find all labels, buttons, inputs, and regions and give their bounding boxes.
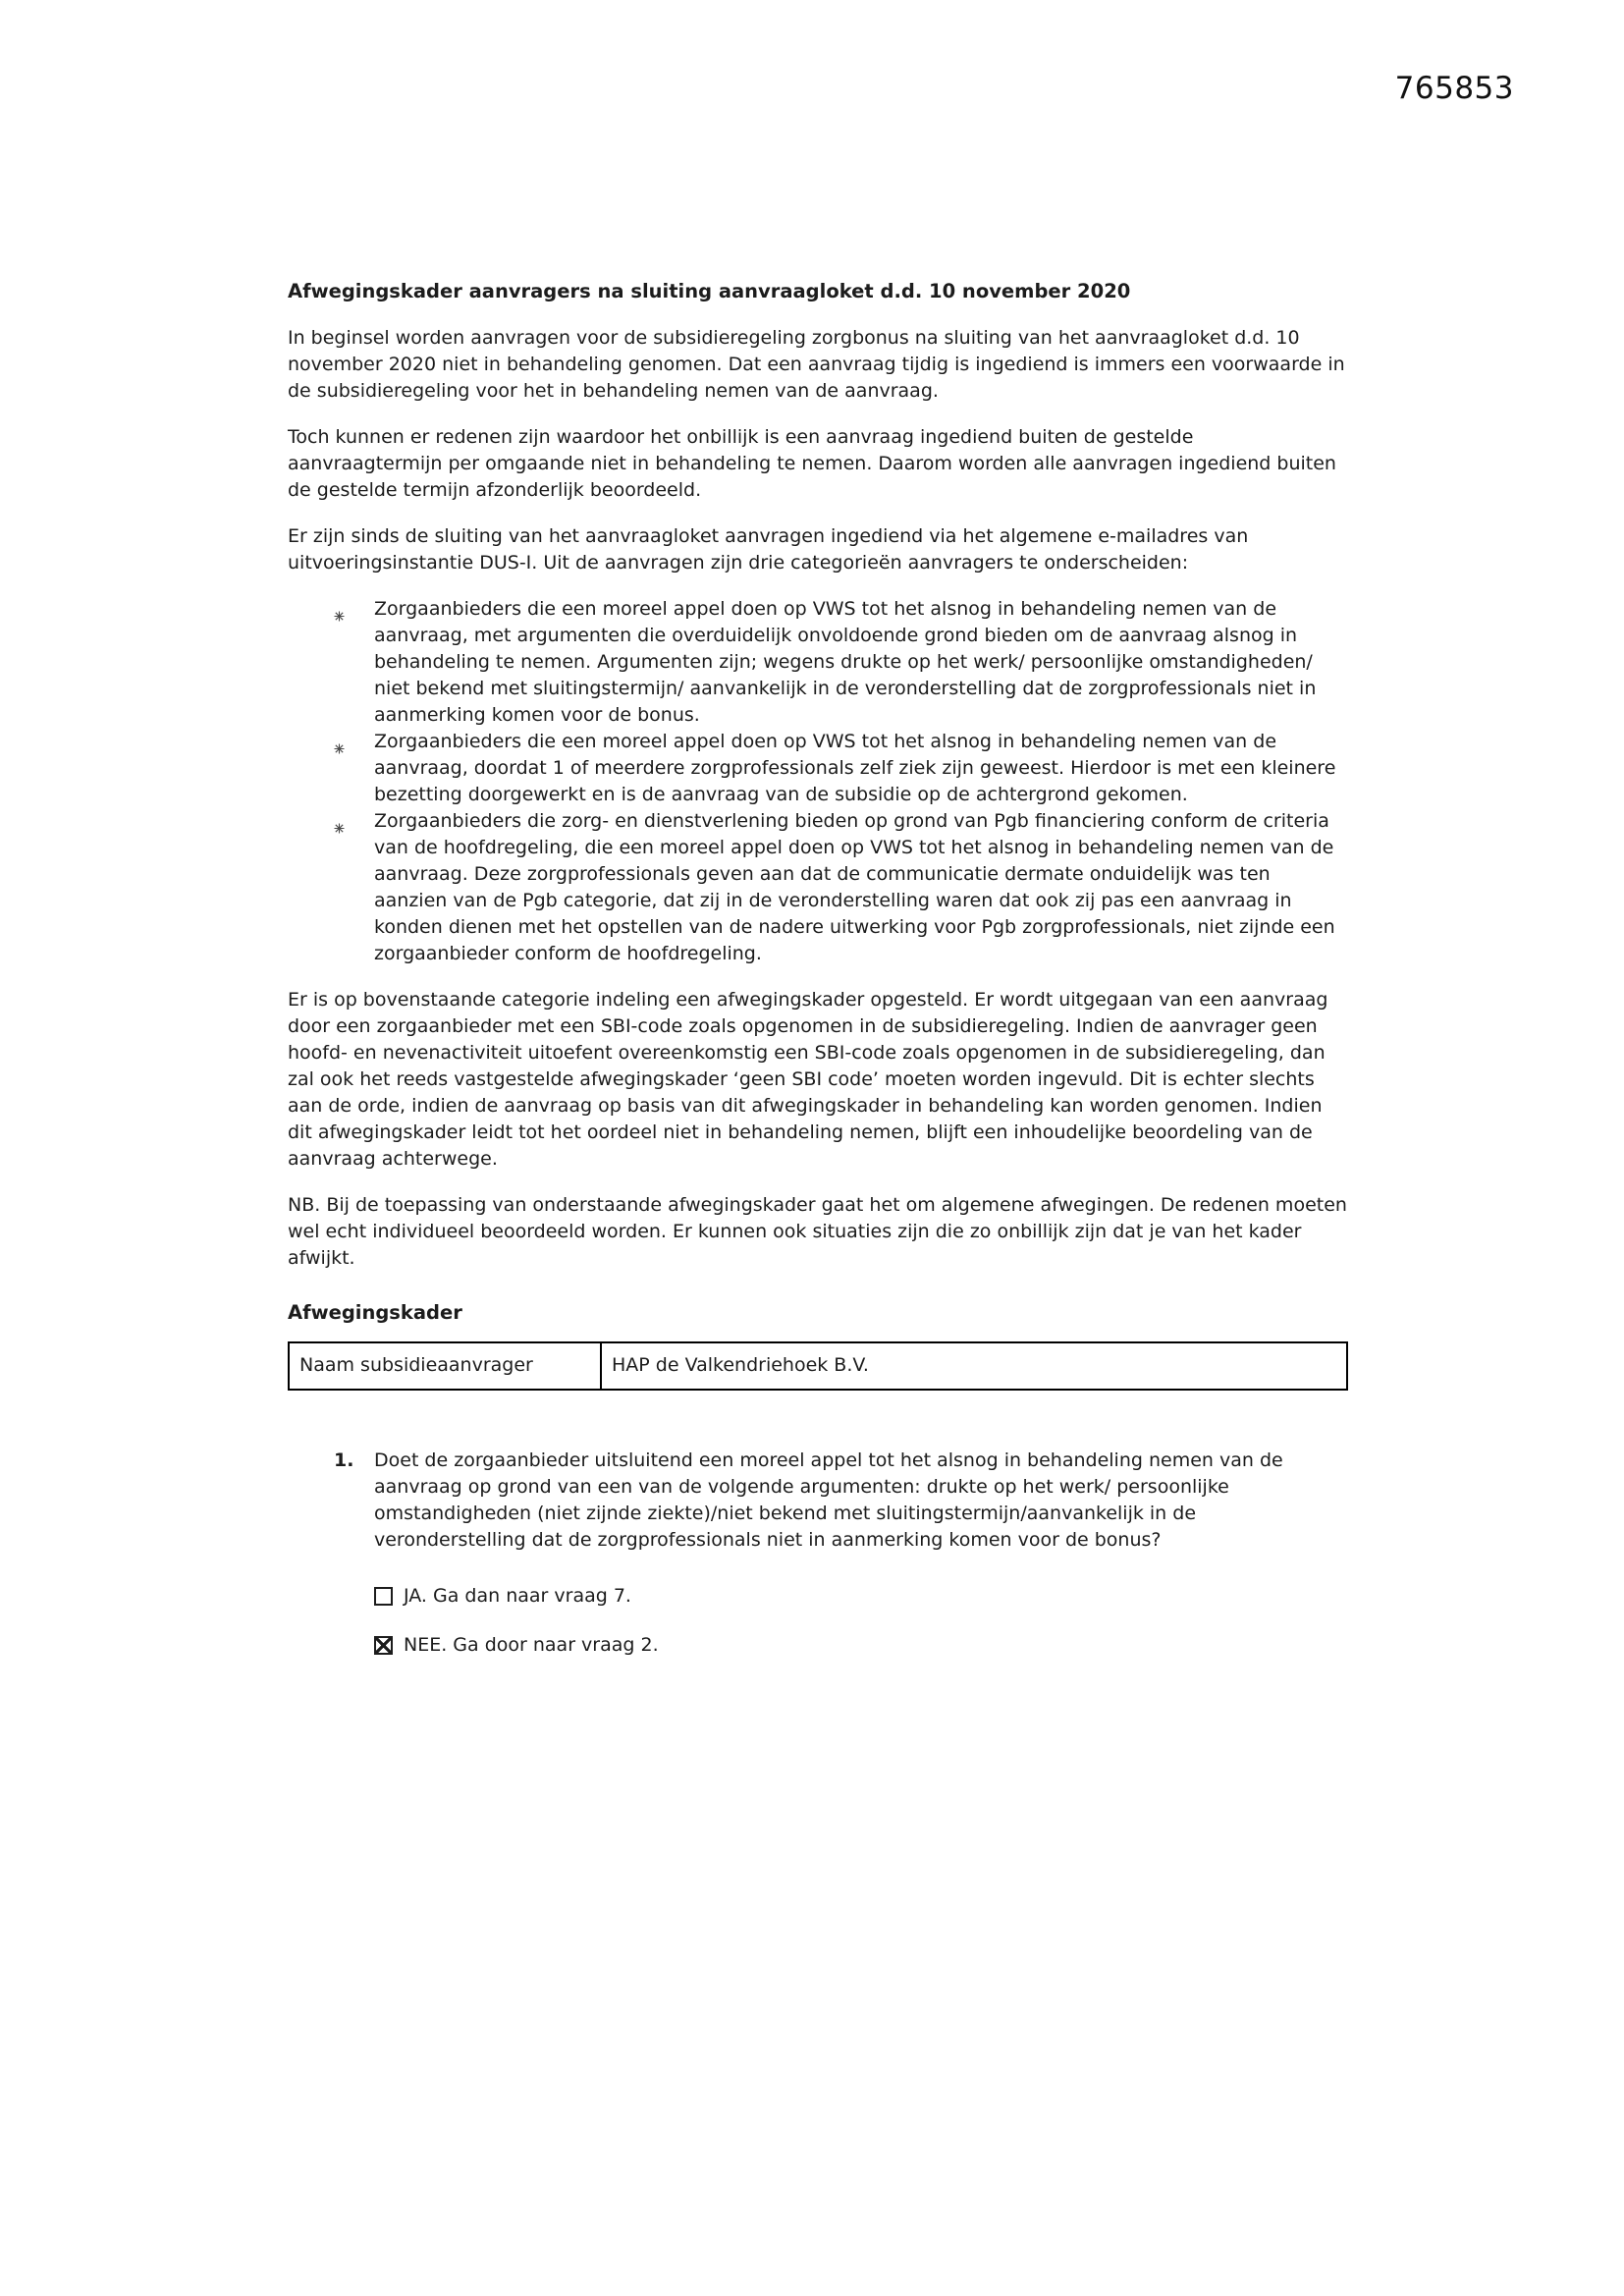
question-number: 1.: [334, 1449, 354, 1471]
paragraph-intro-1: In beginsel worden aanvragen voor de subsidieregeling zorgbonus na sluiting van het aanvraagloket d.d. 10 november 2020 niet in behandeling genomen. Dat een aanvraag tijdig is ingediend is immers een voorwaarde in de subsidieregeling voor het in behandeling nemen van de aanvraag.: [288, 327, 1345, 402]
option-ja-label: JA. Ga dan naar vraag 7.: [404, 1585, 631, 1607]
table-label-naam-subsidieaanvrager: Naam subsidieaanvrager: [289, 1342, 601, 1390]
list-item-text: Zorgaanbieders die een moreel appel doen op VWS tot het alsnog in behandeling nemen van de aanvraag, met argumenten die overduidelijk onvoldoende grond bieden om de aanvraag alsnog in behandeling te nemen. Argumenten zijn; wegens drukte op het werk/ persoonlijke omstandigheden/ niet bekend met sluitingstermijn/ aanvankelijk in de veronderstelling dat de zorgprofessionals niet in aanmerking komen voor de bonus.: [374, 598, 1317, 726]
option-ja: [288, 1583, 1348, 1610]
paragraph-nb: NB. Bij de toepassing van onderstaande afwegingskader gaat het om algemene afwegingen. De redenen moeten wel echt individueel beoordeeld worden. Er kunnen ook situaties zijn die zo onbillijk zijn dat je van het kader afwijkt.: [288, 1194, 1347, 1269]
document-title: Afwegingskader aanvragers na sluiting aanvraagloket d.d. 10 november 2020: [288, 280, 1131, 302]
table-value-applicant-name: HAP de Valkendriehoek B.V.: [601, 1342, 1347, 1390]
checkbox-ja[interactable]: [374, 1587, 393, 1606]
list-item: [334, 729, 1348, 808]
scan-reference-number: 765853: [1394, 71, 1514, 106]
asterisk-bullet-icon: [334, 729, 374, 762]
checkbox-nee[interactable]: [374, 1636, 393, 1655]
applicant-table: [288, 1341, 1348, 1391]
asterisk-bullet-icon: [334, 808, 374, 842]
option-nee: [288, 1632, 1348, 1659]
paragraph-intro-2: Toch kunnen er redenen zijn waardoor het onbillijk is een aanvraag ingediend buiten de gestelde aanvraagtermijn per omgaande niet in behandeling te nemen. Daarom worden alle aanvragen ingediend buiten de gestelde termijn afzonderlijk beoordeeld.: [288, 426, 1336, 501]
paragraph-intro-3: Er zijn sinds de sluiting van het aanvraagloket aanvragen ingediend via het algemene e-mailadres van uitvoeringsinstantie DUS-I. Uit de aanvragen zijn drie categorieën aanvragers te onderscheiden:: [288, 525, 1249, 574]
list-item: [334, 596, 1348, 729]
list-item: [334, 808, 1348, 967]
question-text: Doet de zorgaanbieder uitsluitend een moreel appel tot het alsnog in behandeling nemen van de aanvraag op grond van een van de volgende argumenten: drukte op het werk/ persoonlijke omstandigheden (niet zijnde ziekte)/niet bekend met sluitingstermijn/aanvankelijk in de veronderstelling dat de zorgprofessionals niet in aanmerking komen voor de bonus?: [374, 1449, 1283, 1551]
section-heading-afwegingskader: Afwegingskader: [288, 1301, 462, 1324]
document-content: [288, 278, 1348, 1681]
question-1: [288, 1448, 1348, 1554]
list-item-text: Zorgaanbieders die zorg- en dienstverlening bieden op grond van Pgb financiering conform de criteria van de hoofdregeling, die een moreel appel doen op VWS tot het alsnog in behandeling nemen van de aanvraag. Deze zorgprofessionals geven aan dat de communicatie dermate onduidelijk was ten aanzien van de Pgb categorie, dat zij in de veronderstelling waren dat ook zij pas een aanvraag in konden dienen met het opstellen van de nadere uitwerking voor Pgb zorgprofessionals, niet zijnde een zorgaanbieder conform de hoofdregeling.: [374, 810, 1335, 964]
paragraph-framework: Er is op bovenstaande categorie indeling een afwegingskader opgesteld. Er wordt uitgegaan van een aanvraag door een zorgaanbieder met een SBI-code zoals opgenomen in de subsidieregeling. Indien de aanvrager geen hoofd- en nevenactiviteit uitoefent overeenkomstig een SBI-code zoals opgenomen in de subsidieregeling, dan zal ook het reeds vastgestelde afwegingskader ‘geen SBI code’ moeten worden ingevuld. Dit is echter slechts aan de orde, indien de aanvraag op basis van dit afwegingskader in behandeling kan worden genomen. Indien dit afwegingskader leidt tot het oordeel niet in behandeling nemen, blijft een inhoudelijke beoordeling van de aanvraag achterwege.: [288, 989, 1328, 1170]
option-nee-label: NEE. Ga door naar vraag 2.: [404, 1634, 659, 1656]
list-item-text: Zorgaanbieders die een moreel appel doen op VWS tot het alsnog in behandeling nemen van de aanvraag, doordat 1 of meerdere zorgprofessionals zelf ziek zijn geweest. Hierdoor is met een kleinere bezetting doorgewerkt en is de aanvraag van de subsidie op de achtergrond gekomen.: [374, 731, 1336, 805]
asterisk-bullet-icon: [334, 596, 374, 629]
category-bullet-list: [288, 596, 1348, 967]
table-row: [289, 1342, 1347, 1390]
